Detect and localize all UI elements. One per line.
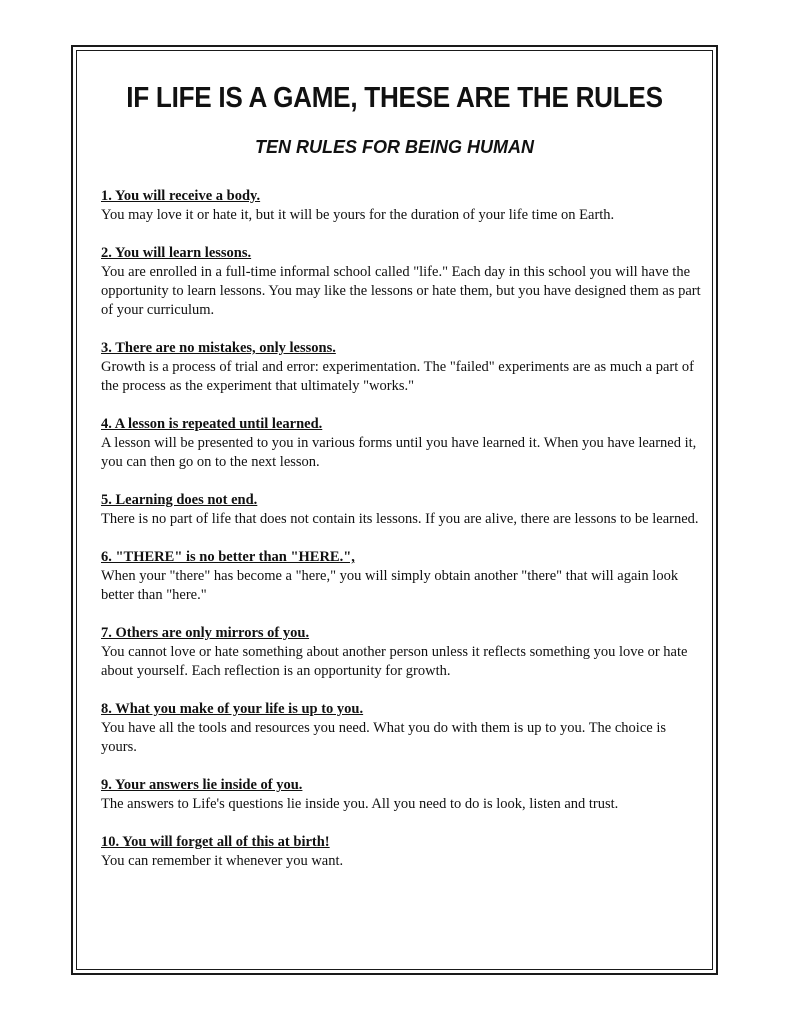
rule-item [101, 339, 701, 396]
rule-heading: 9. Your answers lie inside of you. [101, 777, 303, 793]
rule-item [101, 700, 701, 757]
rule-item [101, 776, 701, 814]
document-subtitle: TEN RULES FOR BEING HUMAN [255, 137, 534, 157]
rule-heading: 7. Others are only mirrors of you. [101, 625, 310, 641]
rule-heading: 2. You will learn lessons. [101, 245, 252, 261]
rule-item [101, 548, 701, 605]
rule-body: You have all the tools and resources you need. What you do with them is up to you. The choice is yours. [101, 720, 667, 755]
rule-body: A lesson will be presented to you in various forms until you have learned it. When you have learned it, you can then go on to the next lesson. [101, 435, 697, 470]
rule-body: You can remember it whenever you want. [101, 853, 344, 869]
rules-list [101, 187, 701, 890]
rule-body: When your "there" has become a "here," you will simply obtain another "there" that will again look better than "here." [101, 568, 679, 603]
document-border [71, 45, 718, 975]
rule-item [101, 624, 701, 681]
rule-body: You cannot love or hate something about another person unless it reflects something you love or hate about yourself. Each reflection is an opportunity for growth. [101, 644, 688, 679]
rule-item [101, 491, 701, 529]
rule-body: You may love it or hate it, but it will be yours for the duration of your life time on Earth. [101, 207, 615, 223]
rule-heading: 6. "THERE" is no better than "HERE.", [101, 549, 355, 565]
rule-heading: 3. There are no mistakes, only lessons. [101, 340, 336, 356]
rule-item [101, 244, 701, 320]
rule-body: You are enrolled in a full-time informal school called "life." Each day in this school you will have the opportunity to learn lessons. You may like the lessons or hate them, but you have designed them as part of your curriculum. [101, 264, 701, 318]
rule-heading: 8. What you make of your life is up to you. [101, 701, 364, 717]
rule-item [101, 187, 701, 225]
rule-heading: 5. Learning does not end. [101, 492, 258, 508]
rule-body: There is no part of life that does not contain its lessons. If you are alive, there are lessons to be learned. [101, 511, 699, 527]
rule-body: The answers to Life's questions lie inside you. All you need to do is look, listen and trust. [101, 796, 619, 812]
document-title: IF LIFE IS A GAME, THESE ARE THE RULES [126, 82, 663, 114]
rule-body: Growth is a process of trial and error: experimentation. The "failed" experiments are as much a part of the process as the experiment that ultimately "works." [101, 359, 694, 394]
rule-heading: 4. A lesson is repeated until learned. [101, 416, 323, 432]
rule-item [101, 833, 701, 871]
rule-item [101, 415, 701, 472]
rule-heading: 10. You will forget all of this at birth! [101, 834, 330, 850]
rule-heading: 1. You will receive a body. [101, 188, 261, 204]
